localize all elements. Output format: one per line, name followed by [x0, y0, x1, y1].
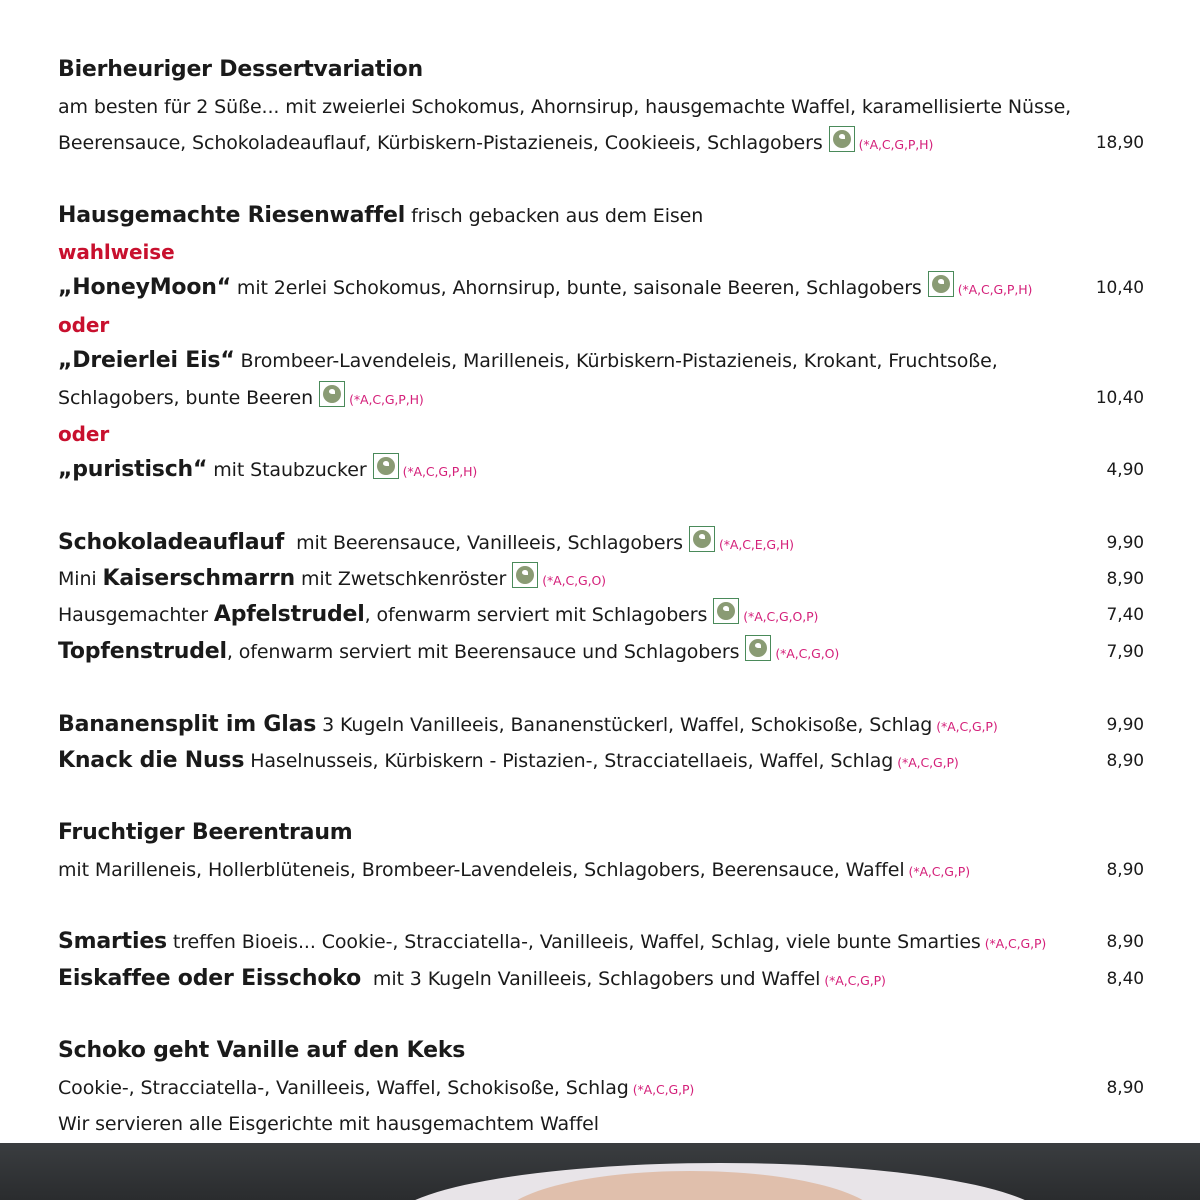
allergen-codes: (*A,C,G,P) [824, 973, 886, 988]
item-desc: Schlagobers, bunte Beeren [58, 387, 314, 409]
vegetarian-leaf-icon [373, 453, 399, 479]
menu-item [58, 597, 1144, 633]
item-title: Knack die Nuss [58, 748, 245, 773]
option-label [58, 416, 1144, 452]
allergen-codes: (*A,C,G,P) [984, 936, 1047, 951]
vegetarian-leaf-icon [713, 598, 739, 624]
menu-item-title [58, 343, 1144, 379]
item-price: 7,90 [1106, 642, 1144, 662]
menu-item-desc [58, 89, 1144, 125]
menu-item [58, 852, 1144, 888]
menu-item [58, 452, 1144, 488]
item-price: 9,90 [1106, 715, 1144, 735]
vegetarian-leaf-icon [829, 126, 855, 152]
option-label [58, 307, 1144, 343]
menu-item [58, 707, 1144, 743]
menu-item [58, 924, 1144, 960]
item-prefix: Hausgemachter [58, 604, 208, 626]
dessert-photo [0, 1143, 1200, 1200]
allergen-codes: (*A,C,E,G,H) [718, 537, 794, 552]
item-title: Smarties [58, 929, 167, 954]
item-title: Hausgemachte Riesenwaffel [58, 203, 406, 228]
vegetarian-leaf-icon [689, 526, 715, 552]
item-title: „HoneyMoon“ [58, 275, 231, 300]
menu-item [58, 125, 1144, 161]
item-desc: treffen Bioeis... Cookie-, Stracciatella-, Vanilleeis, Waffel, Schlag, viele bunte Smarties [172, 931, 981, 953]
item-price: 4,90 [1106, 460, 1144, 480]
item-title: Topfenstrudel [58, 639, 227, 664]
allergen-codes: (*A,C,G,O) [775, 646, 840, 661]
item-title: Eiskaffee oder Eisschoko [58, 966, 362, 991]
item-prefix: Mini [58, 568, 97, 590]
item-desc: mit Marilleneis, Hollerblüteneis, Brombeer-Lavendeleis, Schlagobers, Beerensauce, Waffel [58, 859, 905, 881]
allergen-codes: (*A,C,G,P) [632, 1082, 695, 1097]
item-desc: mit 3 Kugeln Vanilleeis, Schlagobers und Waffel [372, 968, 821, 990]
allergen-codes: (*A,C,G,P,H) [402, 464, 478, 479]
item-desc: am besten für 2 Süße... mit zweierlei Schokomus, Ahornsirup, hausgemachte Waffel, karamellisierte Nüsse, [58, 96, 1072, 118]
item-price: 10,40 [1095, 278, 1144, 298]
item-price: 8,90 [1106, 1078, 1144, 1098]
allergen-codes: (*A,C,G,P,H) [349, 392, 424, 407]
item-desc: 3 Kugeln Vanilleeis, Bananenstückerl, Waffel, Schokisoße, Schlag [322, 714, 933, 736]
vegetarian-leaf-icon [512, 562, 538, 588]
item-desc: mit Beerensauce, Vanilleeis, Schlagobers [296, 532, 683, 554]
menu-item [58, 525, 1144, 561]
allergen-codes: (*A,C,G,P) [897, 755, 959, 770]
allergen-codes: (*A,C,G,P) [936, 719, 998, 734]
item-title: Apfelstrudel [213, 602, 365, 627]
item-desc: frisch gebacken aus dem Eisen [411, 205, 704, 227]
menu-item [58, 561, 1144, 597]
item-price: 8,90 [1106, 569, 1144, 589]
option-label-text: oder [58, 422, 110, 446]
item-price: 8,40 [1106, 969, 1144, 989]
item-title: „puristisch“ [58, 457, 208, 482]
note-text: Wir servieren alle Eisgerichte mit hausgemachtem Waffel [58, 1113, 599, 1135]
menu-item-title [58, 815, 1144, 851]
item-desc: , ofenwarm serviert mit Beerensauce und Schlagobers [226, 641, 740, 663]
menu-note [58, 1106, 1144, 1142]
item-price: 8,90 [1106, 860, 1144, 880]
vegetarian-leaf-icon [319, 381, 345, 407]
allergen-codes: (*A,C,G,P,H) [858, 137, 934, 152]
item-desc: mit Zwetschkenröster [300, 568, 507, 590]
item-desc: mit 2erlei Schokomus, Ahornsirup, bunte, saisonale Beeren, Schlagobers [236, 277, 922, 299]
menu-item [58, 961, 1144, 997]
item-desc: Haselnusseis, Kürbiskern - Pistazien-, Stracciatellaeis, Waffel, Schlag [250, 750, 894, 772]
allergen-codes: (*A,C,G,O) [542, 573, 606, 588]
item-title: „Dreierlei Eis“ [58, 348, 235, 373]
item-price: 7,40 [1106, 605, 1144, 625]
item-price: 8,90 [1106, 751, 1144, 771]
item-price: 9,90 [1106, 533, 1144, 553]
vegetarian-leaf-icon [928, 271, 954, 297]
menu-item [58, 743, 1144, 779]
menu-item-title [58, 52, 1144, 88]
menu-item [58, 634, 1144, 670]
item-price: 10,40 [1095, 388, 1144, 408]
item-title: Bananensplit im Glas [58, 712, 317, 737]
option-label-text: wahlweise [58, 240, 175, 264]
item-title: Kaiserschmarrn [102, 566, 295, 591]
allergen-codes: (*A,C,G,O,P) [743, 609, 819, 624]
allergen-codes: (*A,C,G,P) [908, 864, 970, 879]
option-label-text: oder [58, 313, 110, 337]
item-title: Schoko geht Vanille auf den Keks [58, 1038, 466, 1063]
menu-item [58, 270, 1144, 306]
item-title: Bierheuriger Dessertvariation [58, 57, 424, 82]
item-price: 8,90 [1106, 932, 1144, 952]
item-title: Schokoladeauflauf [58, 530, 285, 555]
item-title: Fruchtiger Beerentraum [58, 820, 353, 845]
item-desc: mit Staubzucker [213, 459, 367, 481]
item-desc: , ofenwarm serviert mit Schlagobers [364, 604, 708, 626]
menu-item [58, 1070, 1144, 1106]
menu-item [58, 380, 1144, 416]
item-price: 18,90 [1095, 133, 1144, 153]
item-desc: Cookie-, Stracciatella-, Vanilleeis, Waffel, Schokisoße, Schlag [58, 1077, 629, 1099]
menu-item [58, 198, 1144, 234]
menu-item-title [58, 1033, 1144, 1069]
item-desc: Beerensauce, Schokoladeauflauf, Kürbiskern-Pistazieneis, Cookieeis, Schlagobers [58, 132, 823, 154]
allergen-codes: (*A,C,G,P,H) [957, 282, 1033, 297]
item-desc: Brombeer-Lavendeleis, Marilleneis, Kürbiskern-Pistazieneis, Krokant, Fruchtsoße, [240, 350, 998, 372]
vegetarian-leaf-icon [745, 635, 771, 661]
option-label [58, 234, 1144, 270]
